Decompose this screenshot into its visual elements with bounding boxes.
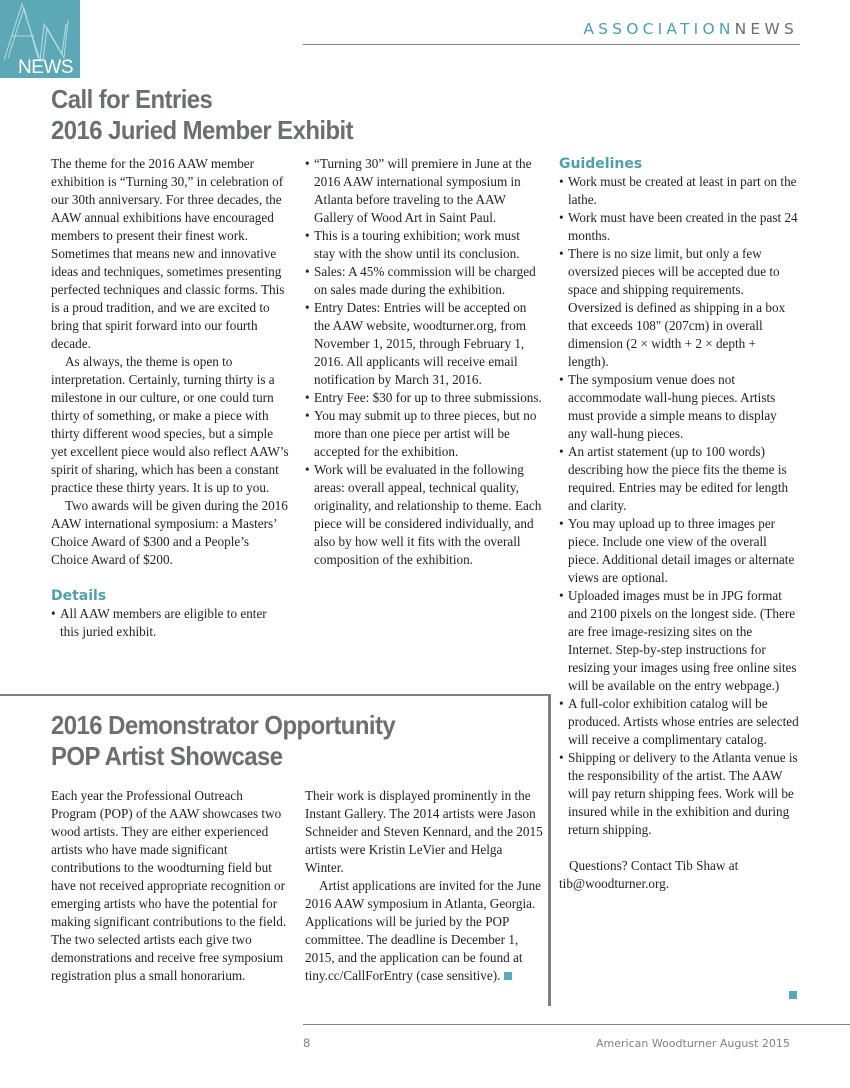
page-number: 8 [303, 1036, 311, 1050]
guideline-item: • An artist statement (up to 100 words) describing how the piece fits the theme is required. Entries may be edited for length and clarity. [559, 443, 799, 515]
article1-title [51, 84, 353, 146]
association-news-logo [0, 0, 80, 78]
article2-title [51, 710, 395, 772]
guideline-item: • You may upload up to three images per piece. Include one view of the overall piece. Additional detail images or alternate views are optional. [559, 515, 799, 587]
publication-name: American Woodturner August 2015 [596, 1037, 790, 1050]
article2-paragraph: Artist applications are invited for the June 2016 AAW symposium in Atlanta, Georgia. Applications will be juried by the POP committee. The deadline is December 1, 2015, and the application can be found at tiny.cc/CallForEntry (case sensitive). [305, 878, 541, 983]
guideline-item: • Work must have been created in the past 24 months. [559, 209, 799, 245]
masthead-association: ASSOCIATION [583, 20, 735, 38]
logo-news-text: NEWS [18, 57, 73, 78]
article2-column1 [51, 787, 289, 985]
exhibit-info-item: • “Turning 30” will premiere in June at the 2016 AAW international symposium in Atlanta before traveling to the AAW Gallery of Wood Art in Saint Paul. [305, 155, 543, 227]
section-masthead [583, 19, 798, 39]
sidebar-box-top-rule [0, 694, 550, 696]
article1-column2 [305, 155, 543, 569]
article1-title-line2: 2016 Juried Member Exhibit [51, 115, 354, 145]
header-rule [303, 44, 800, 45]
guidelines-list [559, 173, 799, 839]
exhibit-info-item: • You may submit up to three pieces, but no more than one piece per artist will be accepted for the exhibition. [305, 407, 543, 461]
masthead-news: NEWS [734, 20, 798, 38]
contact-note: Questions? Contact Tib Shaw at tib@woodturner.org. [559, 858, 739, 891]
guideline-item: • A full-color exhibition catalog will be produced. Artists whose entries are selected will receive a complimentary catalog. [559, 695, 799, 749]
guideline-item: • There is no size limit, but only a few oversized pieces will be accepted due to space and shipping requirements. Oversized is defined as shipping in a box that exceeds 108" (207cm) in overall dimension (2 × width + 2 × depth + length). [559, 245, 799, 371]
guideline-item: • The symposium venue does not accommodate wall-hung pieces. Artists must provide a simple means to display any wall-hung pieces. [559, 371, 799, 443]
article2-paragraph: Each year the Professional Outreach Program (POP) of the AAW showcases two wood artists. They are either experienced artists who have made significant contributions to the woodturning field but have not received appropriate recognition or emerging artists who have the potential for making significant contributions to the field. The two selected artists each give two demonstrations and receive free symposium registration plus a small honorarium. [51, 788, 287, 983]
article1-column3 [559, 155, 799, 893]
exhibit-info-item: • Work will be evaluated in the following areas: overall appeal, technical quality, originality, and relationship to theme. Each piece will be considered individually, and also by how well it fits with the overall composition of the exhibition. [305, 461, 543, 569]
guideline-item: • Uploaded images must be in JPG format and 2100 pixels on the longest side. (There are free image-resizing sites on the Internet. Step-by-step instructions for resizing your images using free online sites will be available on the entry webpage.) [559, 587, 799, 695]
sidebar-box-right-rule [548, 694, 551, 1006]
exhibit-info-list [305, 155, 543, 569]
article1-paragraph: Two awards will be given during the 2016 AAW international symposium: a Masters’ Choice Award of $300 and a People’s Choice Award of $200. [51, 498, 288, 567]
details-item: • All AAW members are eligible to enter this juried exhibit. [51, 605, 289, 641]
article2-title-line1: 2016 Demonstrator Opportunity [51, 710, 396, 740]
details-list [51, 605, 289, 641]
exhibit-info-item: • Entry Fee: $30 for up to three submissions. [305, 389, 543, 407]
guideline-item: • Work must be created at least in part on the lathe. [559, 173, 799, 209]
end-mark-icon [789, 991, 797, 999]
article2-paragraph: Their work is displayed prominently in the Instant Gallery. The 2014 artists were Jason Schneider and Steven Kennard, and the 2015 artists were Kristin LeVier and Helga Winter. [305, 788, 543, 875]
footer-rule [303, 1024, 850, 1025]
guideline-item: • Shipping or delivery to the Atlanta venue is the responsibility of the artist. The AAW will pay return shipping fees. Work will be insured while in the exhibition and during return shipping. [559, 749, 799, 839]
guidelines-heading: Guidelines [559, 156, 643, 172]
article2-title-line2: POP Artist Showcase [51, 741, 283, 771]
exhibit-info-item: • This is a touring exhibition; work must stay with the show until its conclusion. [305, 227, 543, 263]
article2-column2 [305, 787, 543, 985]
exhibit-info-item: • Entry Dates: Entries will be accepted on the AAW website, woodturner.org, from November 1, 2015, through February 1, 2016. All applicants will receive email notification by March 31, 2016. [305, 299, 543, 389]
article1-title-line1: Call for Entries [51, 84, 213, 114]
article1-paragraph: As always, the theme is open to interpretation. Certainly, turning thirty is a milestone in our culture, or one could turn thirty of something, or make a piece with thirty different wood species, but a simple yet excellent piece would also reflect AAW’s spirit of sharing, which has been a constant practice these thirty years. It is up to you. [51, 354, 289, 495]
exhibit-info-item: • Sales: A 45% commission will be charged on sales made during the exhibition. [305, 263, 543, 299]
article1-column1 [51, 155, 289, 641]
end-mark-icon [504, 972, 512, 980]
details-heading: Details [51, 588, 107, 604]
article1-paragraph: The theme for the 2016 AAW member exhibition is “Turning 30,” in celebration of our 30th anniversary. For three decades, the AAW annual exhibitions have encouraged members to present their finest work. Sometimes that means new and innovative ideas and techniques, sometimes presenting perfected techniques and classic forms. This is a proud tradition, and we are excited to bring that spirit forward into our fourth decade. [51, 156, 285, 351]
